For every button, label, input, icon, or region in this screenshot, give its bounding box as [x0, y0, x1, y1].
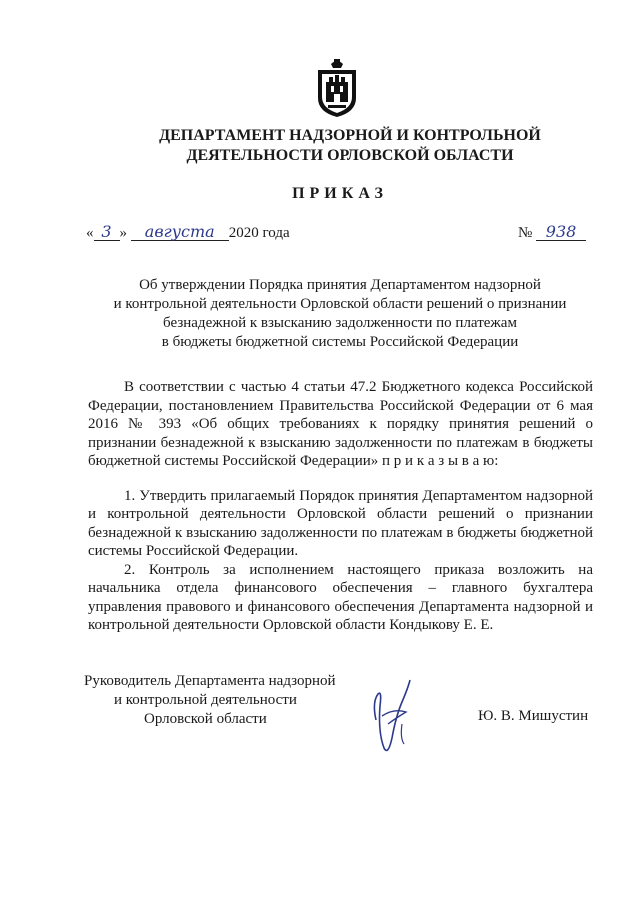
item-1-paragraph: 1. Утвердить прилагаемый Порядок принятия Департаментом надзорной и контрольной деятельности Орловской области решений о признании безнадежной к взысканию задолженности по платежам в бюджеты бюджетной системы Российской Федерации. — [88, 487, 593, 559]
date-close-quote: » — [119, 225, 127, 241]
item-2-paragraph: 2. Контроль за исполнением настоящего приказа возложить на начальника отдела финансового обеспечения – главного бухгалтера управления правового и финансового обеспечения Департамента надзорной и контрольной деятельности Орловской области Кондыкову Е. Е. — [88, 561, 593, 633]
order-number — [518, 224, 586, 242]
preamble-paragraph: В соответствии с частью 4 статьи 47.2 Бюджетного кодекса Российской Федерации, постановлением Правительства Российской Федерации от 6 мая 2016 № 393 «Об общих требованиях к порядку принятия решений о признании безнадежной к взысканию задолженности по платежам в бюджеты бюджетной системы Российской Федерации» п р и к а з ы в а ю: — [88, 379, 593, 469]
signatory-name: Ю. В. Мишустин — [478, 708, 589, 724]
department-line-1: ДЕПАРТАМЕНТ НАДЗОРНОЙ И КОНТРОЛЬНОЙ — [159, 127, 541, 144]
subject-line-1: Об утверждении Порядка принятия Департаментом надзорной — [139, 277, 541, 293]
position-line-1: Руководитель Департамента надзорной — [84, 673, 336, 689]
handwritten-signature-icon — [366, 672, 426, 762]
document-type-title: ПРИКАЗ — [292, 185, 388, 202]
subject-line-3: безнадежной к взысканию задолженности по платежам — [163, 315, 517, 331]
number-label: № — [518, 225, 533, 241]
number-value: 938 — [536, 224, 586, 241]
date-day: 3 — [94, 224, 120, 241]
subject-line-2: и контрольной деятельности Орловской области решений о признании — [113, 296, 567, 312]
department-line-2: ДЕЯТЕЛЬНОСТИ ОРЛОВСКОЙ ОБЛАСТИ — [186, 147, 514, 164]
coat-of-arms-icon — [314, 58, 360, 118]
order-date — [86, 224, 290, 242]
date-open-quote: « — [86, 225, 94, 241]
order-body — [88, 378, 593, 635]
date-year: 2020 года — [228, 225, 290, 241]
date-month: августа — [131, 224, 229, 241]
signatory-position — [84, 672, 336, 729]
position-line-2: и контрольной деятельности — [114, 692, 297, 708]
order-subject — [80, 276, 600, 352]
position-line-3: Орловской области — [144, 711, 267, 727]
department-heading — [150, 126, 550, 166]
subject-line-4: в бюджеты бюджетной системы Российской Федерации — [161, 334, 519, 350]
